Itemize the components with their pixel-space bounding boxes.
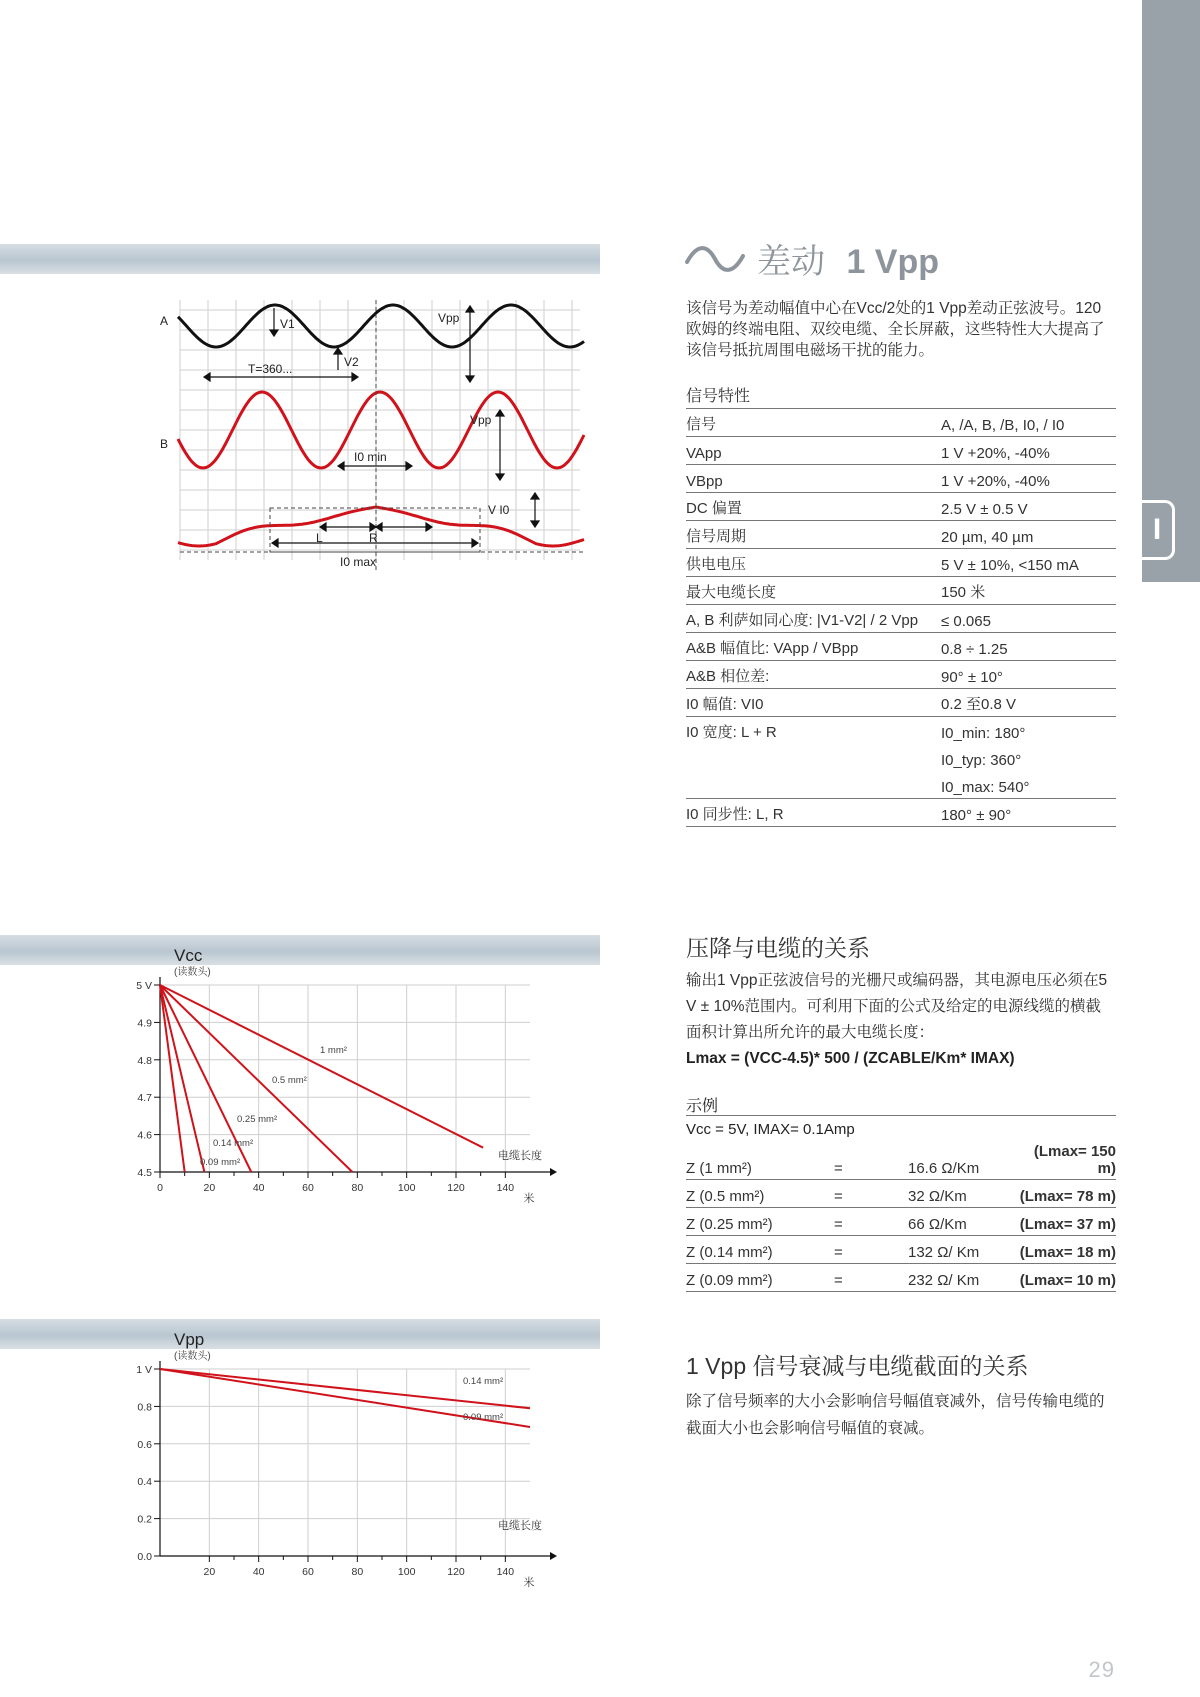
- example-l: (Lmax= 10 m): [1016, 1264, 1116, 1292]
- title-cn: 差动: [757, 243, 825, 281]
- spec-value: 5 V ± 10%, <150 mA: [941, 549, 1116, 577]
- x-tick-label: 120: [447, 1566, 465, 1578]
- y-tick-label: 4.8: [137, 1054, 152, 1067]
- drop-paragraph: 输出1 Vpp正弦波信号的光栅尺或编码器，其电源电压必须在5 V ± 10%范围内。可利用下面的公式及给定的电源线缆的横截面积计算出所允许的最大电缆长度：: [686, 972, 1108, 1041]
- spec-key: [686, 744, 941, 771]
- side-tab-label: I: [1142, 500, 1175, 560]
- spec-table: [686, 381, 1116, 827]
- x-tick-label: 40: [252, 1182, 265, 1194]
- x-tick-label: 60: [302, 1182, 314, 1194]
- y-tick-label: 1 V: [136, 1364, 152, 1376]
- label-l: L: [316, 531, 323, 545]
- spec-key: 信号: [686, 409, 941, 437]
- example-z: Z (0.14 mm²): [686, 1236, 834, 1264]
- spec-key: VBpp: [686, 465, 941, 493]
- label-v2: V2: [344, 355, 359, 369]
- spec-value: 180° ± 90°: [941, 799, 1116, 827]
- spec-key: VApp: [686, 437, 941, 465]
- spec-row: [686, 744, 1116, 771]
- signal-a-curve: [178, 305, 584, 347]
- x-tick-label: 100: [397, 1566, 416, 1578]
- y-tick-label: 4.9: [137, 1017, 152, 1030]
- y-tick-label: 4.5: [137, 1167, 152, 1179]
- attn-section-title: 1 Vpp 信号衰减与电缆截面的关系: [686, 1353, 1029, 1379]
- example-l: (Lmax= 18 m): [1016, 1236, 1116, 1264]
- y-tick-label: 0.6: [137, 1438, 152, 1451]
- chart-subtitle: (读数头): [174, 1351, 211, 1362]
- x-axis-label: 电缆长度: [498, 1520, 542, 1532]
- waveform-diagram: [160, 300, 600, 610]
- spec-key: [686, 771, 941, 799]
- drop-section-title: 压降与电缆的关系: [686, 935, 870, 961]
- spec-value: 1 V +20%, -40%: [941, 437, 1116, 465]
- label-v1: V1: [280, 317, 295, 331]
- spec-value: 90° ± 10°: [941, 661, 1116, 689]
- example-z: Z (1 mm²): [686, 1143, 834, 1180]
- example-row: [686, 1264, 1116, 1292]
- series-label: 0.5 mm²: [272, 1075, 307, 1086]
- spec-key: DC 偏置: [686, 493, 941, 521]
- waveform-grid: [180, 300, 580, 560]
- spec-key: 供电电压: [686, 549, 941, 577]
- example-val: 32 Ω/Km: [908, 1180, 1016, 1208]
- example-row: [686, 1143, 1116, 1180]
- example-val: 66 Ω/Km: [908, 1208, 1016, 1236]
- x-tick-label: 20: [203, 1566, 216, 1578]
- x-axis-unit: 米: [523, 1577, 535, 1589]
- label-vpp-a: Vpp: [438, 311, 460, 325]
- example-val: 232 Ω/ Km: [908, 1264, 1016, 1292]
- x-tick-label: 120: [447, 1182, 465, 1194]
- example-val: 16.6 Ω/Km: [908, 1143, 1016, 1180]
- spec-key: A, B 利萨如同心度: |V1-V2| / 2 Vpp: [686, 605, 941, 633]
- spec-value: 20 µm, 40 µm: [941, 521, 1116, 549]
- example-l: (Lmax= 150 m): [1016, 1143, 1116, 1180]
- spec-key: 信号周期: [686, 521, 941, 549]
- page-title: [757, 234, 939, 283]
- x-axis-arrow: [550, 1168, 557, 1176]
- spec-row: [686, 465, 1116, 493]
- spec-header: 信号特性: [686, 381, 1116, 409]
- example-table: [686, 1143, 1116, 1292]
- label-a: A: [160, 314, 169, 328]
- x-tick-label: 40: [252, 1566, 265, 1578]
- spec-value: 150 米: [941, 577, 1116, 605]
- example-eq: =: [834, 1236, 908, 1264]
- spec-value: 1 V +20%, -40%: [941, 465, 1116, 493]
- chart-title: Vcc: [174, 946, 203, 965]
- series-label: 1 mm²: [320, 1045, 347, 1056]
- spec-value: I0_max: 540°: [941, 771, 1116, 799]
- example-row: [686, 1236, 1116, 1264]
- x-tick-label: 60: [302, 1566, 314, 1578]
- chart-subtitle: (读数头): [174, 967, 211, 978]
- title-en: 1 Vpp: [846, 243, 940, 281]
- label-vi0: V I0: [488, 503, 510, 517]
- x-tick-label: 0: [157, 1182, 163, 1194]
- y-tick-label: 4.6: [137, 1129, 152, 1142]
- y-tick-label: 0.2: [137, 1513, 152, 1526]
- spec-value: 2.5 V ± 0.5 V: [941, 493, 1116, 521]
- example-eq: =: [834, 1180, 908, 1208]
- spec-row: [686, 605, 1116, 633]
- label-i0max: I0 max: [340, 555, 377, 569]
- example-divider: [686, 1115, 1116, 1116]
- spec-key: A&B 相位差:: [686, 661, 941, 689]
- example-given: Vcc = 5V, IMAX= 0.1Amp: [686, 1121, 855, 1138]
- y-tick-label: 5 V: [136, 980, 152, 992]
- spec-row: [686, 409, 1116, 437]
- example-row: [686, 1208, 1116, 1236]
- x-tick-label: 80: [351, 1182, 364, 1194]
- example-eq: =: [834, 1208, 908, 1236]
- x-tick-label: 20: [203, 1182, 216, 1194]
- example-eq: =: [834, 1264, 908, 1292]
- y-tick-label: 4.7: [137, 1092, 152, 1105]
- spec-value: 0.2 至0.8 V: [941, 689, 1116, 717]
- series-label: 0.14 mm²: [213, 1138, 254, 1149]
- vcc-chart: [130, 940, 600, 1240]
- spec-key: I0 幅值: VI0: [686, 689, 941, 717]
- spec-row: [686, 717, 1116, 745]
- x-tick-label: 80: [351, 1566, 364, 1578]
- vpp-chart: [130, 1324, 600, 1624]
- y-tick-label: 0.4: [137, 1476, 152, 1489]
- example-row: [686, 1180, 1116, 1208]
- example-z: Z (0.5 mm²): [686, 1180, 834, 1208]
- spec-row: [686, 521, 1116, 549]
- sine-wave-icon: [683, 244, 747, 274]
- header-band: [0, 244, 600, 274]
- y-tick-label: 0.8: [137, 1401, 152, 1414]
- spec-row: [686, 493, 1116, 521]
- series-label: 0.09 mm²: [200, 1157, 241, 1168]
- x-tick-label: 140: [496, 1182, 515, 1194]
- spec-value: A, /A, B, /B, I0, / I0: [941, 409, 1116, 437]
- attn-paragraph: 除了信号频率的大小会影响信号幅值衰减外，信号传输电缆的截面大小也会影响信号幅值的衰减。: [686, 1393, 1105, 1437]
- label-r: R: [369, 531, 378, 545]
- drop-formula: Lmax = (VCC-4.5)* 500 / (ZCABLE/Km* IMAX): [686, 1050, 1015, 1067]
- example-z: Z (0.25 mm²): [686, 1208, 834, 1236]
- x-axis-label: 电缆长度: [498, 1150, 542, 1162]
- x-tick-label: 100: [397, 1182, 416, 1194]
- spec-row: [686, 771, 1116, 799]
- example-l: (Lmax= 37 m): [1016, 1208, 1116, 1236]
- spec-key: 最大电缆长度: [686, 577, 941, 605]
- y-tick-label: 0.0: [137, 1551, 152, 1563]
- spec-key: A&B 幅值比: VApp / VBpp: [686, 633, 941, 661]
- label-period: T=360...: [248, 362, 293, 376]
- spec-row: [686, 799, 1116, 827]
- spec-row: [686, 577, 1116, 605]
- spec-row: [686, 689, 1116, 717]
- spec-value: ≤ 0.065: [941, 605, 1116, 633]
- series-label: 0.14 mm²: [463, 1376, 504, 1387]
- chart-title: Vpp: [174, 1330, 205, 1349]
- intro-paragraph: 该信号为差动幅值中心在Vcc/2处的1 Vpp差动正弦波号。120欧姆的终端电阻、双绞电缆、全长屏蔽，这些特性大大提高了该信号抵抗周围电磁场干扰的能力。: [686, 300, 1105, 359]
- label-vpp-b: Vpp: [470, 413, 492, 427]
- spec-row: [686, 661, 1116, 689]
- spec-value: 0.8 ÷ 1.25: [941, 633, 1116, 661]
- spec-row: [686, 549, 1116, 577]
- x-axis-arrow: [550, 1552, 557, 1560]
- page-number: 29: [1088, 1657, 1115, 1682]
- series-label: 0.09 mm²: [463, 1412, 504, 1423]
- example-heading: 示例: [686, 1098, 719, 1115]
- spec-key: I0 宽度: L + R: [686, 724, 777, 741]
- label-i0min: I0 min: [354, 450, 387, 464]
- example-z: Z (0.09 mm²): [686, 1264, 834, 1292]
- spec-key: I0 同步性: L, R: [686, 799, 941, 827]
- example-l: (Lmax= 78 m): [1016, 1180, 1116, 1208]
- series-label: 0.25 mm²: [237, 1114, 278, 1125]
- label-b: B: [160, 437, 169, 451]
- x-tick-label: 140: [496, 1566, 515, 1578]
- example-eq: =: [834, 1143, 908, 1180]
- example-val: 132 Ω/ Km: [908, 1236, 1016, 1264]
- x-axis-unit: 米: [523, 1193, 535, 1205]
- spec-row: [686, 633, 1116, 661]
- side-tab: [1142, 0, 1200, 582]
- spec-row: [686, 437, 1116, 465]
- spec-value: I0_typ: 360°: [941, 752, 1022, 769]
- spec-value: I0_min: 180°: [941, 725, 1026, 742]
